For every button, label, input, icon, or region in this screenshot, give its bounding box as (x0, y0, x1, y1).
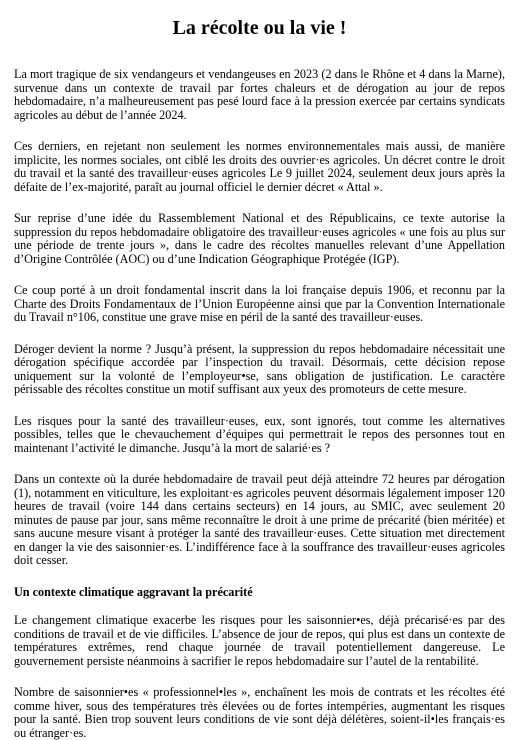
paragraph: Ce coup porté à un droit fondamental inscrit dans la loi française depuis 1906, et reconnu par la Charte des Droits Fondamentaux de l’Union Européenne ainsi que par la Convention Internationale du Travail n°106, constitue une grave mise en péril de la santé des travailleur·euses. (14, 283, 505, 324)
paragraph: Déroger devient la norme ? Jusqu’à présent, la suppression du repos hebdomadaire nécessitait une dérogation spécifique accordée par l’inspection du travail. Désormais, cette décision repose uniquement sur la volonté de l’employeur•se, sans obligation de justification. Le caractère périssable des récoltes constitue un motif suffisant aux yeux des promoteurs de cette mesure. (14, 341, 505, 396)
section-heading: Un contexte climatique aggravant la précarité (14, 584, 253, 599)
paragraph: Nombre de saisonnier•es « professionnel•les », enchaînent les mois de contrats et les récoltes été comme hiver, sous des températures très élevées ou de fortes intempéries, augmentant les risques pour la santé. Bien trop souvent leurs conditions de vie sont déjà délétères, soient-il•les français·es ou étranger·es. (14, 685, 505, 740)
paragraph: Sur reprise d’une idée du Rassemblement National et des Républicains, ce texte autorise la suppression du repos hebdomadaire obligatoire des travailleur·euses agricoles « une fois au plus sur une période de trente jours », dans le cadre des récoltes manuelles relevant d’une Appellation d’Origine Contrôlée (AOC) ou d’une Indication Géographique Protégée (IGP). (14, 211, 505, 266)
paragraph: Dans un contexte où la durée hebdomadaire de travail peut déjà atteindre 72 heures par dérogation (1), notamment en viticulture, les exploitant·es agricoles peuvent désormais légalement imposer 120 heures de travail (voire 144 dans certains secteurs) en 14 jours, au SMIC, avec seulement 20 minutes de pause par jour, sans même reconnaître le droit à une prime de précarité (bien méritée) et sans aucune mesure visant à protéger la santé des travailleur·euses. Cette situation met directement en danger la vie des saisonnier·es. L’indifférence face à la souffrance des travailleur·euses agricoles doit cesser. (14, 472, 505, 567)
paragraph: La mort tragique de six vendangeurs et vendangeuses en 2023 (2 dans le Rhône et 4 dans la Marne), survenue dans un contexte de travail par fortes chaleurs et de dérogation au jour de repos hebdomadaire, n’a malheureusement pas pesé lourd face à la pression exercée par certains syndicats agricoles au début de l’année 2024. (14, 67, 505, 122)
paragraph: Les risques pour la santé des travailleur·euses, eux, sont ignorés, tout comme les alternatives possibles, telles que le chevauchement d’équipes qui permettrait le repos des personnes tout en maintenant l’activité le dimanche. Jusqu’à la mort de salarié·es ? (14, 413, 505, 455)
document-body (14, 68, 505, 740)
document-title: La récolte ou la vie ! (172, 17, 347, 39)
paragraph: Ces derniers, en rejetant non seulement les normes environnementales mais aussi, de manière implicite, les normes sociales, ont ciblé les droits des ouvrier·es agricoles. Un décret contre le droit du travail et la santé des travailleur·euses agricoles Le 9 juillet 2024, seulement deux jours après la défaite de l’ex-majorité, paraît au journal officiel le dernier décret « Attal ». (14, 139, 505, 194)
paragraph: Le changement climatique exacerbe les risques pour les saisonnier•es, déjà précarisé·es par des conditions de travail et de vie difficiles. L’absence de jour de repos, qui plus est dans un contexte de températures extrêmes, rend chaque journée de travail potentiellement dangereuse. Le gouvernement persiste néanmoins à sacrifier le repos hebdomadaire sur l’autel de la rentabilité. (14, 613, 505, 668)
